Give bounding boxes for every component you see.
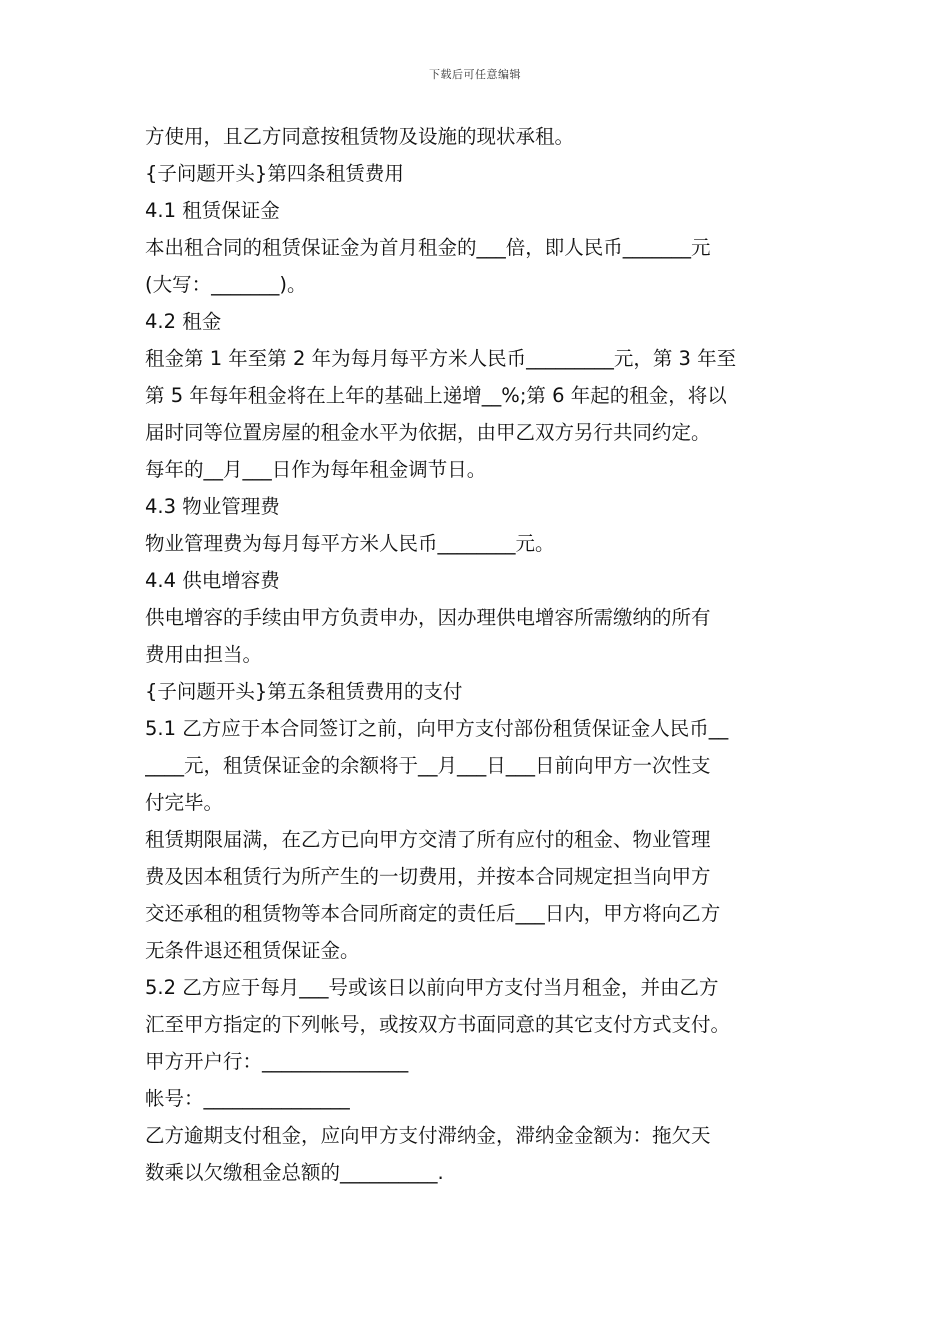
text-line: 租赁期限届满，在乙方已向甲方交清了所有应付的租金、物业管理 <box>145 828 711 851</box>
text-line: 第 5 年每年租金将在上年的基础上递增__%;第 6 年起的租金，将以 <box>145 384 727 407</box>
text-line: 届时同等位置房屋的租金水平为依据，由甲乙双方另行共同约定。 <box>145 421 711 444</box>
text-line: 无条件退还租赁保证金。 <box>145 939 360 962</box>
text-line: ____元，租赁保证金的余额将于__月___日___日前向甲方一次性支 <box>145 754 711 777</box>
subsection-heading: 4.1 租赁保证金 <box>145 199 280 222</box>
text-line: 物业管理费为每月每平方米人民币________元。 <box>145 532 555 555</box>
section-heading: {子问题开头}第五条租赁费用的支付 <box>145 680 463 703</box>
text-line: 付完毕。 <box>145 791 224 814</box>
document-body <box>145 118 810 1191</box>
bank-field-line: 甲方开户行：_______________ <box>145 1050 409 1073</box>
text-line: 租金第 1 年至第 2 年为每月每平方米人民币_________元，第 3 年至 <box>145 347 737 370</box>
subsection-heading: 4.3 物业管理费 <box>145 495 280 518</box>
text-line: (大写：_______)。 <box>145 273 307 296</box>
text-line: 费及因本租赁行为所产生的一切费用，并按本合同规定担当向甲方 <box>145 865 711 888</box>
text-line: 数乘以欠缴租金总额的__________. <box>145 1161 444 1184</box>
account-field-line: 帐号：_______________ <box>145 1087 350 1110</box>
text-line: 方使用，且乙方同意按租赁物及设施的现状承租。 <box>145 125 575 148</box>
text-line: 5.1 乙方应于本合同签订之前，向甲方支付部份租赁保证金人民币__ <box>145 717 729 740</box>
text-line: 费用由担当。 <box>145 643 263 666</box>
text-line: 每年的__月___日作为每年租金调节日。 <box>145 458 487 481</box>
section-heading: {子问题开头}第四条租赁费用 <box>145 162 404 185</box>
subsection-heading: 4.4 供电增容费 <box>145 569 280 592</box>
text-line: 汇至甲方指定的下列帐号，或按双方书面同意的其它支付方式支付。 <box>145 1013 731 1036</box>
text-line: 本出租合同的租赁保证金为首月租金的___倍，即人民币_______元 <box>145 236 711 259</box>
text-line: 乙方逾期支付租金，应向甲方支付滞纳金，滞纳金金额为：拖欠天 <box>145 1124 711 1147</box>
text-line: 交还承租的租赁物等本合同所商定的责任后___日内，甲方将向乙方 <box>145 902 721 925</box>
text-line: 5.2 乙方应于每月___号或该日以前向甲方支付当月租金，并由乙方 <box>145 976 719 999</box>
subsection-heading: 4.2 租金 <box>145 310 222 333</box>
text-line: 供电增容的手续由甲方负责申办，因办理供电增容所需缴纳的所有 <box>145 606 711 629</box>
page-header: 下载后可任意编辑 <box>429 68 521 81</box>
